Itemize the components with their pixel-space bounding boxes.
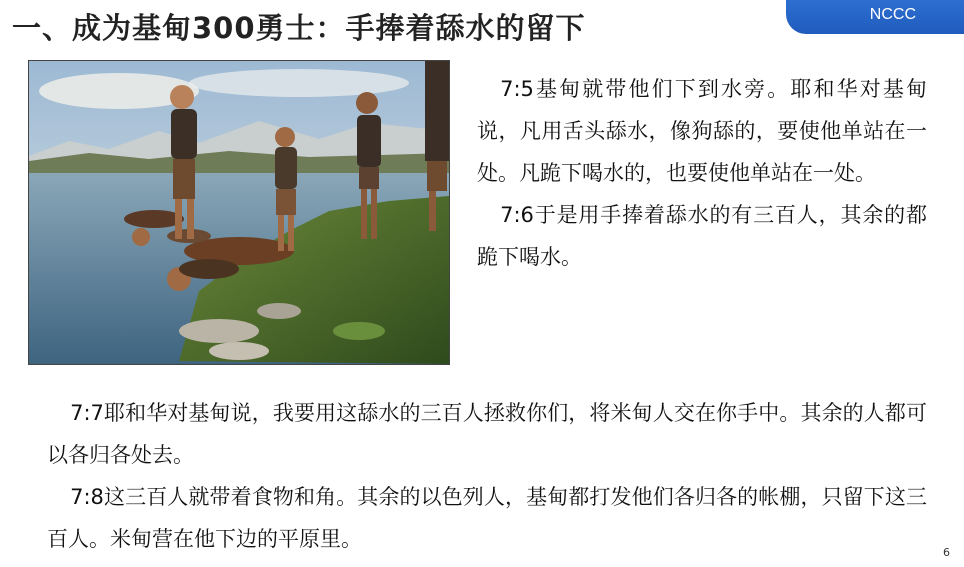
slide-title: 一、成为基甸300勇士：手捧着舔水的留下: [12, 11, 586, 45]
page-number: 6: [943, 546, 950, 559]
verse-7-6: 7:6于是用手捧着舔水的有三百人，其余的都跪下喝水。: [477, 203, 927, 269]
verse-7-8: 7:8这三百人就带着食物和角。其余的以色列人，基甸都打发他们各归各的帐棚，只留下这三百人。米甸营在他下边的平原里。: [47, 485, 927, 551]
scene-illustration: [29, 61, 449, 364]
verses-right-column: [477, 68, 927, 278]
soldiers-drinking-image: [28, 60, 450, 365]
brand-label: NCCC: [869, 6, 916, 23]
verse-7-7: 7:7耶和华对基甸说，我要用这舔水的三百人拯救你们，将米甸人交在你手中。其余的人都可以各归各处去。: [47, 401, 927, 467]
verse-7-5: 7:5基甸就带他们下到水旁。耶和华对基甸说，凡用舌头舔水，像狗舔的，要使他单站在一处。凡跪下喝水的，也要使他单站在一处。: [477, 77, 927, 185]
verses-bottom-block: [47, 392, 927, 560]
